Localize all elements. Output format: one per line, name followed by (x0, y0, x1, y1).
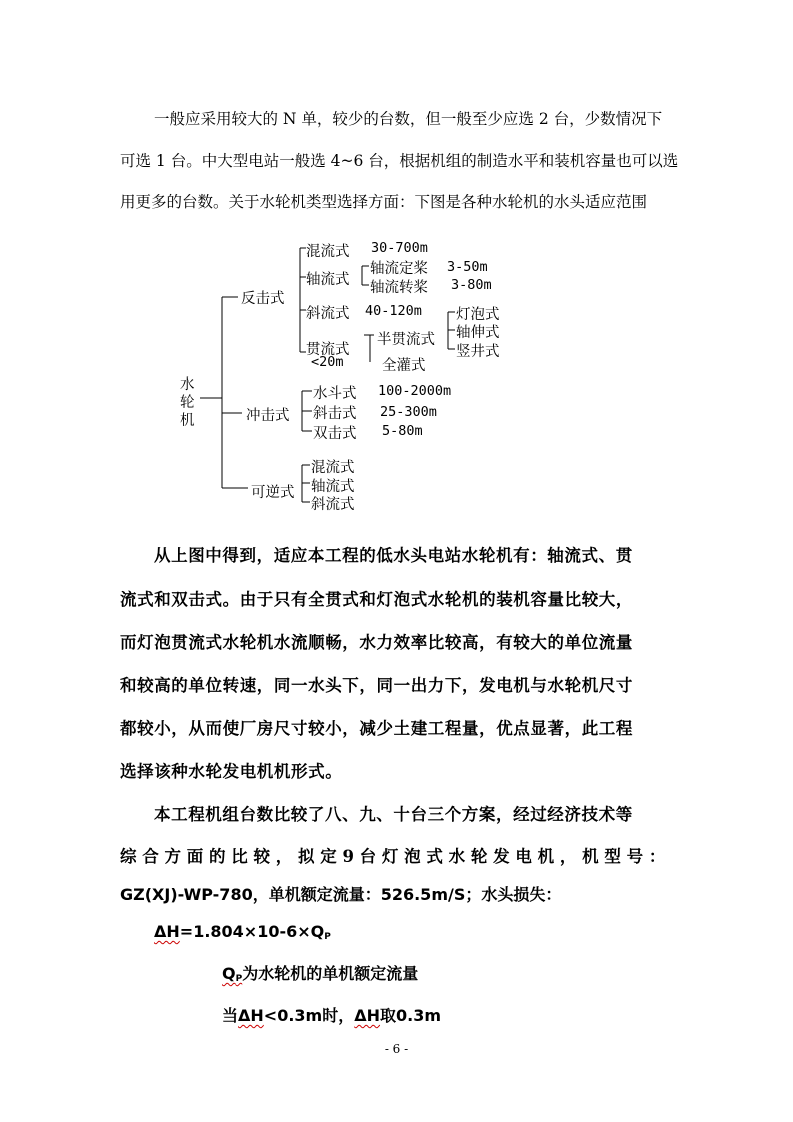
para1-line-6: 选择该种水轮发电机机形式。 (120, 762, 343, 781)
para2-line-1: 本工程机组台数比较了八、九、十台三个方案，经过经济技术等 (154, 805, 633, 824)
root-char-2: 轮 (180, 395, 195, 411)
formula-expression: =1.804×10-6×Q (179, 922, 325, 941)
axial-label: 轴流式 (306, 272, 350, 288)
condition-mid: <0.3m时， (263, 1006, 355, 1025)
page-number: - 6 - (384, 1042, 409, 1056)
condition-prefix: 当 (222, 1006, 239, 1025)
para1-line-2: 流式和双击式。由于只有全贯式和灯泡式水轮机的装机容量比较大， (120, 590, 633, 609)
turgo-label: 斜击式 (313, 406, 357, 422)
q-subscript: P (235, 974, 243, 984)
full-tubular-label: 全灌式 (382, 358, 426, 374)
pit-label: 竖井式 (456, 344, 500, 360)
reversible-diagonal-label: 斜流式 (311, 497, 355, 513)
intro-line-3: 用更多的台数。关于水轮机类型选择方面：下图是各种水轮机的水头适应范围 (120, 193, 648, 211)
delta-h-symbol: ΔH (154, 922, 180, 941)
root-char-3: 机 (180, 413, 195, 429)
para1-line-5: 都较小，从而使厂房尺寸较小，减少土建工程量，优点显著，此工程 (120, 719, 633, 738)
francis-range: 30-700m (371, 240, 428, 256)
impulse-label: 冲击式 (246, 408, 290, 424)
q-note (222, 961, 418, 984)
para2-line-2: 综 合 方 面 的 比 较 ， 拟 定 9 台 灯 泡 式 水 轮 发 电 机 ， 机 型 号 ： (120, 847, 666, 866)
head-loss-formula (154, 922, 331, 942)
pelton-range: 100-2000m (378, 383, 452, 399)
pelton-label: 水斗式 (313, 386, 357, 402)
reaction-label: 反击式 (241, 291, 285, 307)
reversible-label: 可逆式 (251, 485, 295, 501)
axial-kaplan-range: 3-80m (451, 277, 492, 293)
turgo-range: 25-300m (380, 404, 437, 420)
para1-line-4: 和较高的单位转速，同一水头下，同一出力下，发电机与水轮机尺寸 (120, 676, 633, 695)
diagonal-label: 斜流式 (306, 306, 350, 322)
condition-line (222, 1003, 441, 1026)
axial-fixed-label: 轴流定桨 (370, 261, 428, 277)
reversible-francis-label: 混流式 (311, 460, 355, 476)
crossflow-label: 双击式 (313, 426, 357, 442)
diagonal-range: 40-120m (365, 303, 422, 319)
para1-line-3: 而灯泡贯流式水轮机水流顺畅，水力效率比较高，有较大的单位流量 (120, 633, 633, 652)
para1-line-1: 从上图中得到，适应本工程的低水头电站水轮机有：轴流式、贯 (154, 546, 633, 565)
reversible-axial-label: 轴流式 (311, 479, 355, 495)
q-note-text: 为水轮机的单机额定流量 (242, 964, 419, 983)
q-letter: Q (222, 964, 236, 983)
condition-delta-h-2: ΔH (354, 1006, 381, 1025)
para2-line-3: GZ(XJ)-WP-780，单机额定流量：526.5m/S；水头损失： (120, 885, 562, 904)
q-symbol (222, 964, 242, 983)
formula-subscript: P (324, 932, 331, 942)
tubular-range: <20m (311, 354, 344, 370)
intro-line-2: 可选 1 台。中大型电站一般选 4~6 台，根据机组的制造水平和装机容量也可以选 (120, 152, 679, 170)
axial-fixed-range: 3-50m (447, 259, 488, 275)
bulb-label: 灯泡式 (456, 307, 500, 323)
intro-line-1: 一般应采用较大的 N 单，较少的台数，但一般至少应选 2 台，少数情况下 (154, 110, 663, 128)
shaft-extension-label: 轴伸式 (456, 325, 500, 341)
tubular-label: 贯流式 (306, 342, 350, 358)
root-char-1: 水 (180, 377, 195, 393)
condition-delta-h-1: ΔH (238, 1006, 264, 1025)
axial-kaplan-label: 轴流转桨 (370, 280, 428, 296)
condition-suffix: 取0.3m (380, 1006, 442, 1025)
crossflow-range: 5-80m (382, 423, 423, 439)
francis-label: 混流式 (306, 244, 350, 260)
semi-tubular-label: 半贯流式 (377, 332, 435, 348)
